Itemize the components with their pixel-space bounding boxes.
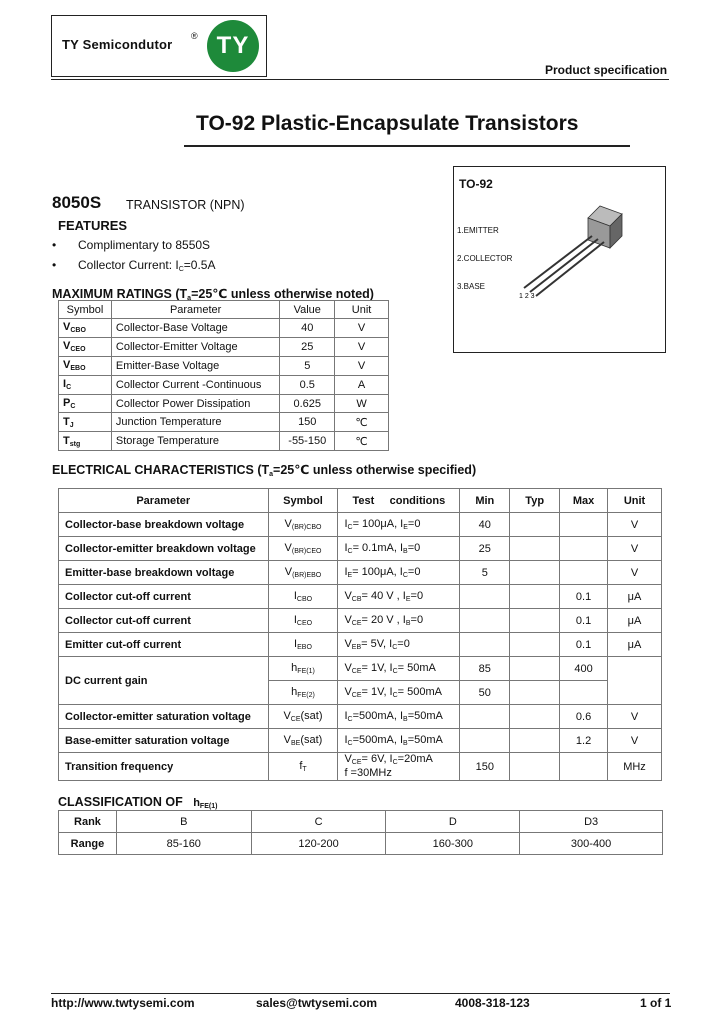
table-row: Transition frequency $f_T$ $V_{CE}= 6V$, $I_C=20mA$ f =30MHz 150 MHz xyxy=(59,753,662,781)
feature-item: • Collector Current: $I_C=0.5A$ xyxy=(52,258,216,273)
table-row: $T_J$ Junction Temperature 150 ℃ xyxy=(59,413,389,432)
table-row: Emitter cut-off current $I_{EBO}$ $V_{EB}= 5V$, $I_C=0$ 0.1 μA xyxy=(59,633,662,657)
table-row: $T_{stg}$ Storage Temperature -55-150 ℃ xyxy=(59,432,389,451)
table-row: $I_C$ Collector Current -Continuous 0.5 A xyxy=(59,375,389,394)
column-header: Unit xyxy=(335,301,389,319)
table-row: Collector cut-off current $I_{CBO}$ $V_{CB}= 40$ V , $I_E=0$ 0.1 μA xyxy=(59,585,662,609)
table-row: Base-emitter saturation voltage $V_{BE}(sat)$ $I_C=500mA$, $I_B=50mA$ 1.2 V xyxy=(59,729,662,753)
pin-label: 3.BASE xyxy=(457,282,486,291)
title-underline xyxy=(184,145,630,147)
table-row: Range 85-160 120-200 160-300 300-400 xyxy=(59,833,663,855)
column-header: Value xyxy=(280,301,335,319)
pin-numbers: 1 2 3 xyxy=(519,293,535,300)
part-description: TRANSISTOR (NPN) xyxy=(126,198,245,212)
column-header: Test conditions xyxy=(338,489,460,513)
column-header: Unit xyxy=(608,489,662,513)
table-row: DC current gain $h_{FE(1)}$ $V_{CE}= 1V$, $I_C= 50mA$ 85 400 xyxy=(59,657,662,681)
footer-phone: 4008-318-123 xyxy=(455,996,530,1010)
electrical-title: ELECTRICAL CHARACTERISTICS ($T_a=25℃$ unless otherwise specified) xyxy=(52,463,477,478)
footer-divider xyxy=(51,993,670,994)
column-header: Typ xyxy=(510,489,560,513)
pin-label: 2.COLLECTOR xyxy=(457,254,513,263)
table-row: Collector-emitter breakdown voltage $V_{(BR)CEO}$ $I_C= 0.1mA$, $I_B=0$ 25 V xyxy=(59,537,662,561)
table-header-row xyxy=(59,301,389,319)
doc-type: Product specification xyxy=(545,63,668,77)
column-header: Parameter xyxy=(111,301,279,319)
electrical-table xyxy=(58,488,662,781)
footer-page: 1 of 1 xyxy=(640,996,672,1010)
classification-table xyxy=(58,810,663,855)
max-ratings-title: MAXIMUM RATINGS ($T_a=25℃$ unless otherwise noted) xyxy=(52,287,374,302)
pin-label: 1.EMITTER xyxy=(457,226,499,235)
table-row: $V_{EBO}$ Emitter-Base Voltage 5 V xyxy=(59,356,389,375)
feature-item: • Complimentary to 8550S xyxy=(52,238,211,252)
max-ratings-table xyxy=(58,300,389,451)
table-row: Rank B C D D3 xyxy=(59,811,663,833)
column-header: Symbol xyxy=(59,301,112,319)
to92-package-drawing xyxy=(510,200,640,305)
table-row: Collector-base breakdown voltage $V_{(BR)CBO}$ $I_C= 100\mu A$, $I_E=0$ 40 V xyxy=(59,513,662,537)
footer-email[interactable]: sales@twtysemi.com xyxy=(256,996,378,1010)
part-number: 8050S xyxy=(52,193,102,212)
footer-url[interactable]: http://www.twtysemi.com xyxy=(51,996,195,1010)
table-row: Collector-emitter saturation voltage $V_{CE}(sat)$ $I_C=500mA$, $I_B=50mA$ 0.6 V xyxy=(59,705,662,729)
page-title: TO-92 Plastic-Encapsulate Transistors xyxy=(196,112,579,135)
column-header: Min xyxy=(460,489,510,513)
table-row: $h_{FE(2)}$ $V_{CE}= 1V$, $I_C= 500mA$ 50 xyxy=(59,681,662,705)
header-divider xyxy=(51,79,669,80)
features-heading: FEATURES xyxy=(58,218,128,233)
table-row: Collector cut-off current $I_{CEO}$ $V_{CE}= 20$ V , $I_B=0$ 0.1 μA xyxy=(59,609,662,633)
table-row: Emitter-base breakdown voltage $V_{(BR)EBO}$ $I_E= 100\mu A$, $I_C=0$ 5 V xyxy=(59,561,662,585)
column-header: Symbol xyxy=(268,489,338,513)
column-header: Parameter xyxy=(59,489,269,513)
table-header-row xyxy=(59,489,662,513)
table-row: $V_{CBO}$ Collector-Base Voltage 40 V xyxy=(59,319,389,338)
table-row: $P_C$ Collector Power Dissipation 0.625 W xyxy=(59,394,389,413)
company-logo: TY xyxy=(207,20,259,72)
column-header: Max xyxy=(560,489,608,513)
classification-title: CLASSIFICATION OF $h_{FE(1)}$ xyxy=(58,795,218,810)
company-name: TY Semicondutor xyxy=(62,37,173,52)
table-row: $V_{CEO}$ Collector-Emitter Voltage 25 V xyxy=(59,337,389,356)
registered-mark: ® xyxy=(191,31,198,41)
package-name: TO-92 xyxy=(459,177,493,191)
